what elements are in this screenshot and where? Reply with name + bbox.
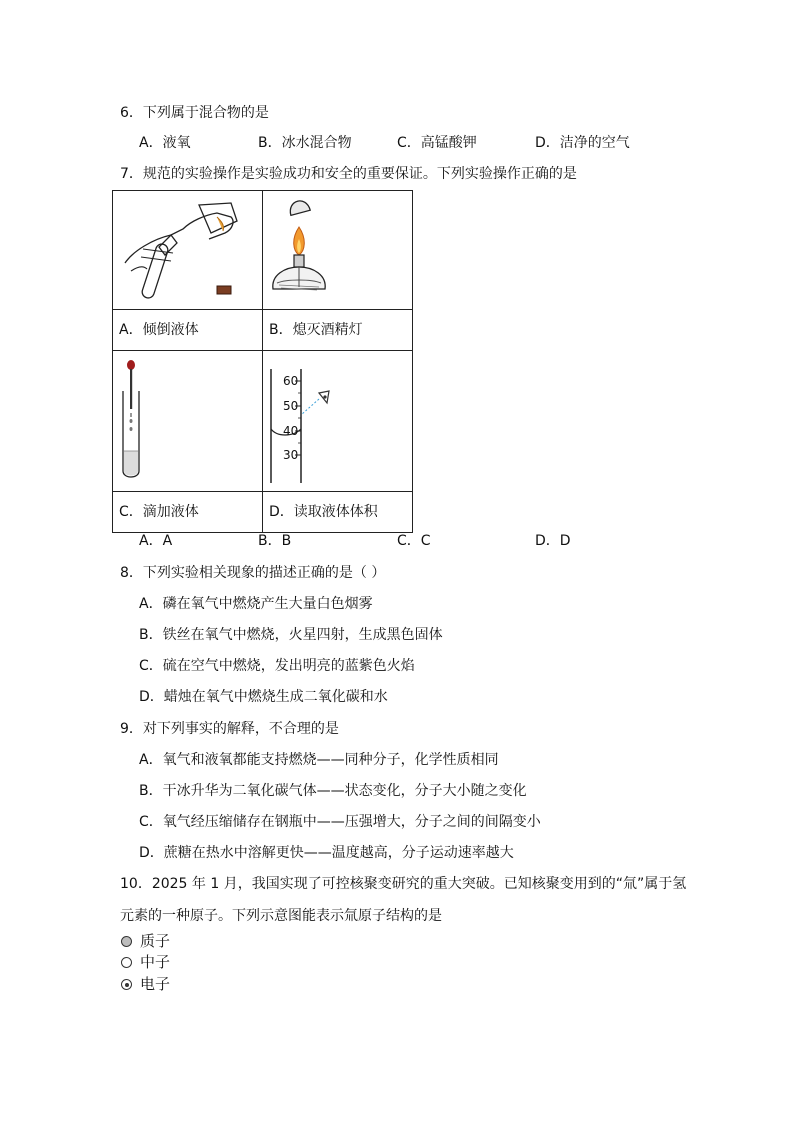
q6-option-c: C．高锰酸钾	[397, 135, 477, 151]
alcohol-lamp-illustration	[263, 191, 412, 305]
q7-option-b: B．B	[258, 533, 292, 549]
proton-legend-icon	[121, 936, 132, 947]
q9-stem: 9．对下列事实的解释，不合理的是	[120, 721, 339, 737]
legend-neutron: 中子	[140, 953, 171, 971]
q10-stem-line2: 元素的一种原子。下列示意图能表示氚原子结构的是	[120, 908, 442, 924]
graduated-cylinder-illustration	[263, 351, 412, 487]
q6-option-d: D．洁净的空气	[535, 135, 630, 151]
q7-option-a: A．A	[139, 533, 173, 549]
q10-stem-line1: 10．2025 年 1 月，我国实现了可控核聚变研究的重大突破。已知核聚变用到的“氚”属于氢	[120, 876, 687, 892]
q8-option-a: A．磷在氧气中燃烧产生大量白色烟雾	[139, 596, 373, 612]
dropper-tube-illustration	[113, 351, 262, 487]
extinguish-lamp-figure	[263, 191, 413, 310]
q9-option-a: A．氧气和液氧都能支持燃烧——同种分子，化学性质相同	[139, 752, 499, 768]
cylinder-tick-30: 30	[283, 448, 299, 462]
q7-option-c: C．C	[397, 533, 431, 549]
q6-option-a: A．液氧	[139, 135, 191, 151]
cylinder-tick-50: 50	[283, 399, 299, 413]
q9-option-c: C．氧气经压缩储存在钢瓶中——压强增大，分子之间的间隔变小	[139, 814, 541, 830]
q8-option-d: D．蜡烛在氧气中燃烧生成二氧化碳和水	[139, 689, 388, 705]
legend-electron: 电子	[140, 975, 171, 993]
q6-stem: 6．下列属于混合物的是	[120, 105, 269, 121]
caption-a: A．倾倒液体	[113, 310, 263, 351]
q8-option-c: C．硫在空气中燃烧，发出明亮的蓝紫色火焰	[139, 658, 415, 674]
electron-legend-icon	[121, 979, 132, 990]
cylinder-tick-40: 40	[283, 424, 299, 438]
legend-proton: 质子	[140, 932, 171, 950]
q9-option-b: B．干冰升华为二氧化碳气体——状态变化，分子大小随之变化	[139, 783, 527, 799]
neutron-legend-icon	[121, 957, 132, 968]
pour-liquid-figure	[113, 191, 263, 310]
q6-option-b: B．冰水混合物	[258, 135, 352, 151]
drop-liquid-figure	[113, 351, 263, 492]
q8-option-b: B．铁丝在氧气中燃烧，火星四射，生成黑色固体	[139, 627, 443, 643]
cylinder-tick-60: 60	[283, 374, 299, 388]
caption-b: B．熄灭酒精灯	[263, 310, 413, 351]
q9-option-d: D．蔗糖在热水中溶解更快——温度越高，分子运动速率越大	[139, 845, 514, 861]
caption-d: D．读取液体体积	[263, 492, 413, 533]
q7-figure-table	[112, 190, 413, 533]
q7-option-d: D．D	[535, 533, 571, 549]
q7-stem: 7．规范的实验操作是实验成功和安全的重要保证。下列实验操作正确的是	[120, 166, 577, 182]
read-volume-figure	[263, 351, 413, 492]
pour-liquid-illustration	[113, 191, 262, 305]
caption-c: C．滴加液体	[113, 492, 263, 533]
q8-stem: 8．下列实验相关现象的描述正确的是（ ）	[120, 565, 386, 581]
